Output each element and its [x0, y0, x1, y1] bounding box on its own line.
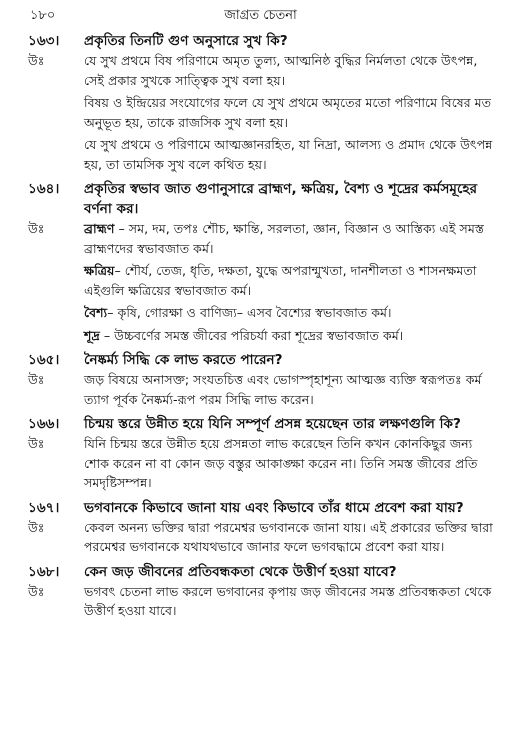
answer-167: [28, 518, 499, 560]
question-163: [28, 31, 499, 51]
answer-168: [28, 582, 499, 624]
question-168: [28, 562, 499, 582]
qa-content: [28, 30, 499, 626]
page-number: ১৮০: [30, 8, 56, 23]
answer-163: [28, 51, 499, 177]
question-number: ১৬৬।: [28, 416, 60, 432]
answer-label: উঃ: [28, 436, 45, 451]
question-165: [28, 350, 499, 370]
question-166: [28, 414, 499, 434]
answer-paragraph: বিষয় ও ইন্দ্রিয়ের সংযোগের ফলে যে সুখ প্রথমে অমৃতের মতো পরিণামে বিষের মত অনুভূত হয়, তাকে রাজসিক সুখ বলা হয়।: [84, 95, 492, 130]
answer-label: উঃ: [28, 53, 45, 68]
question-text: প্রকৃতির স্বভাব জাত গুণানুসারে ব্রাহ্মণ, ক্ষত্রিয়, বৈশ্য ও শূদ্রের কর্মসমূহের বর্ণনা কর।: [84, 181, 478, 217]
answer-label: উঃ: [28, 519, 45, 535]
answer-166: [28, 434, 499, 496]
varna-term: বৈশ্য: [84, 305, 108, 320]
answer-paragraph-kshatriya: [84, 261, 499, 300]
answer-paragraph-vaishya: [84, 303, 499, 323]
question-text: কেন জড় জীবনের প্রতিবন্ধকতা থেকে উত্তীর্ণ হওয়া যাবে?: [84, 563, 397, 580]
varna-term: শূদ্র: [84, 327, 100, 343]
varna-description: – উচ্চবর্ণের সমস্ত জীবের পরিচর্যা করা শূদ্রের স্বভাবজাত কর্ম।: [99, 327, 404, 343]
answer-165: [28, 370, 499, 412]
question-number: ১৬৭।: [28, 499, 60, 516]
answer-label: উঃ: [28, 372, 45, 387]
question-text: চিন্ময় স্তরে উন্নীত হয়ে যিনি সম্পূর্ণ প্রসন্ন হয়েছেন তার লক্ষণগুলি কি?: [84, 416, 461, 432]
answer-paragraph: যিনি চিন্ময় স্তরে উন্নীত হয়ে প্রসন্নতা লাভ করেছেন তিনি কখন কোনকিছুর জন্য শোক করেন না বা কোন জড় বস্তুর আকাঙ্ক্ষা করেন না। তিনি সমস্ত জীবের প্রতি সমদৃষ্টিসম্পন্ন।: [84, 436, 478, 490]
page-header: [30, 6, 491, 26]
question-number: ১৬৩।: [28, 33, 60, 49]
answer-paragraph: ভগবৎ চেতনা লাভ করলে ভগবানের কৃপায় জড় জীবনের সমস্ত প্রতিবন্ধকতা থেকে উত্তীর্ণ হওয়া যাবে।: [84, 583, 492, 618]
answer-paragraph: যে সুখ প্রথমে বিষ পরিণামে অমৃত তুল্য, আত্মনিষ্ঠ বুদ্ধির নির্মলতা থেকে উৎপন্ন, সেই প্রকার সুখকে সাত্ত্বিক সুখ বলা হয়।: [84, 53, 478, 88]
question-text: প্রকৃতির তিনটি গুণ অনুসারে সুখ কি?: [84, 33, 288, 49]
answer-paragraph-brahmin: [84, 219, 499, 258]
varna-term: ব্রাহ্মণ: [84, 221, 115, 236]
question-167: [28, 498, 499, 518]
question-number: ১৬৪।: [28, 181, 60, 197]
answer-paragraph: জড় বিষয়ে অনাসক্ত; সংযতচিত্ত এবং ভোগস্পৃহাশূন্য আত্মজ্ঞ ব্যক্তি স্বরূপতঃ কর্ম ত্যাগ পূর্বক নৈষ্কর্ম্য-রূপ পরম সিদ্ধি লাভ করেন।: [84, 372, 482, 407]
question-text: ভগবানকে কিভাবে জানা যায় এবং কিভাবে তাঁর ধামে প্রবেশ করা যায়?: [84, 499, 464, 516]
question-number: ১৬৮।: [28, 563, 60, 580]
answer-paragraph: যে সুখ প্রথমে ও পরিণামে আত্মজ্ঞানরহিত, যা নিদ্রা, আলস্য ও প্রমাদ থেকে উৎপন্ন হয়, তা তামসিক সুখ বলে কথিত হয়।: [84, 137, 493, 172]
answer-label: উঃ: [28, 583, 45, 599]
running-title: জাগ্রত চেতনা: [224, 8, 297, 23]
question-text: নৈষ্কর্ম্য সিদ্ধি কে লাভ করতে পারেন?: [84, 352, 283, 368]
answer-paragraph: কেবল অনন্য ভক্তির দ্বারা পরমেশ্বর ভগবানকে জানা যায়। এই প্রকারের ভক্তির দ্বারা পরমেশ্বর ভগবানকে যথাযথভাবে জানার ফলে ভগবদ্ধামে প্রবেশ করা যায়।: [84, 519, 493, 554]
varna-description: – শৌর্য, তেজ, ধৃতি, দক্ষতা, যুদ্ধে অপরান্মুখতা, দানশীলতা ও শাসনক্ষমতা এইগুলি ক্ষত্রিয়ের স্বভাবজাত কর্ম।: [84, 263, 477, 298]
answer-164: [28, 219, 499, 348]
question-164: [28, 179, 499, 219]
varna-description: – কৃষি, গোরক্ষা ও বাণিজ্য– এসব বৈশ্যের স্বভাবজাত কর্ম।: [107, 305, 392, 320]
varna-description: – সম, দম, তপঃ শৌচ, ক্ষান্তি, সরলতা, জ্ঞান, বিজ্ঞান ও আস্তিক্য এই সমস্ত ব্রাহ্মণদের স্বভাবজাত কর্ম।: [84, 221, 484, 256]
question-number: ১৬৫।: [28, 352, 60, 368]
answer-paragraph-shudra: [84, 326, 499, 346]
answer-label: উঃ: [28, 221, 45, 236]
varna-term: ক্ষত্রিয়: [84, 263, 115, 278]
